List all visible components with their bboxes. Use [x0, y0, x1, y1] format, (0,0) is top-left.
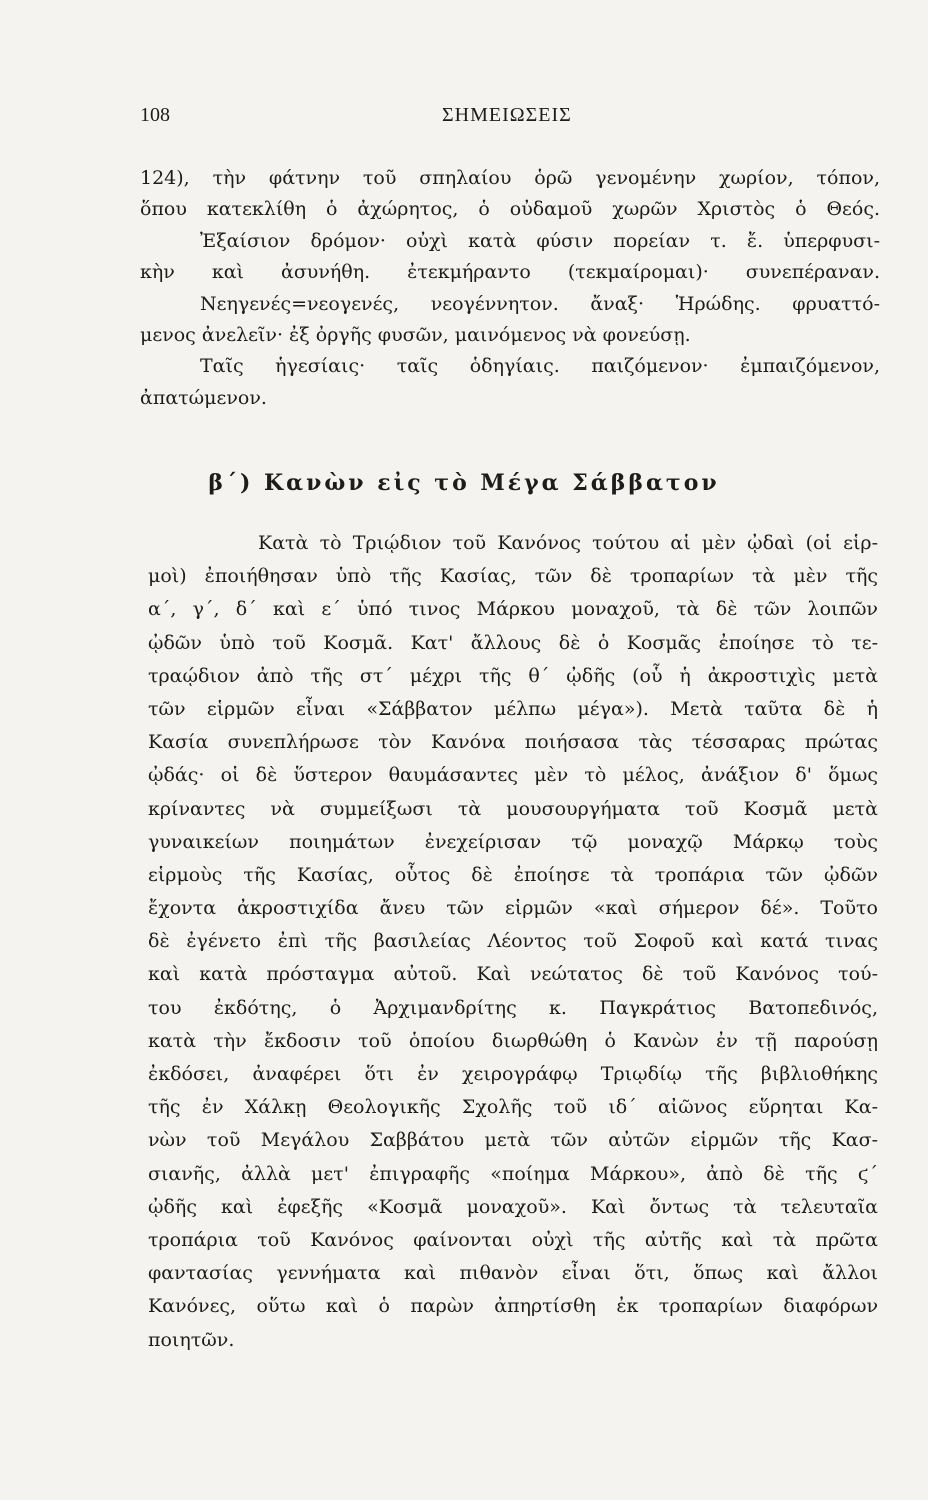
body-line: του ἐκδότης, ὁ Ἀρχιμανδρίτης κ. Παγκράτιος Βατοπεδινός, — [148, 996, 878, 1019]
body-line: κατὰ τὴν ἔκδοσιν τοῦ ὁποίου διωρθώθη ὁ Κανὼν ἐν τῇ παρούσῃ — [148, 1029, 878, 1052]
body-line: ἐκδόσει, ἀναφέρει ὅτι ἐν χειρογράφῳ Τριῳδίῳ τῆς βιβλιοθήκης — [148, 1063, 878, 1085]
body-line: εἱρμοὺς τῆς Κασίας, οὗτος δὲ ἐποίησε τὰ τροπάρια τῶν ᾠδῶν — [148, 863, 878, 886]
body-line: Κασία συνεπλήρωσε τὸν Κανόνα ποιήσασα τὰς τέσσαρας πρώτας — [148, 731, 878, 754]
body-line: ἔχοντα ἀκροστιχίδα ἄνευ τῶν εἱρμῶν «καὶ σήμερον δέ». Τοῦτο — [148, 897, 878, 920]
body-line: Κατὰ τὸ Τριῴδιον τοῦ Κανόνος τούτου αἱ μὲν ᾠδαὶ (οἱ εἱρ- — [258, 532, 878, 554]
running-header — [140, 104, 860, 134]
notes-line: Ἐξαίσιον δρόμον· οὐχὶ κατὰ φύσιν πορείαν τ. ἔ. ὑπερφυσι- — [200, 229, 880, 252]
body-line: φαντασίας γεννήματα καὶ πιθανὸν εἶναι ὅτι, ὅπως καὶ ἄλλοι — [148, 1262, 878, 1285]
notes-line: ἀπατώμενον. — [140, 386, 267, 409]
body-line: τῶν εἱρμῶν εἶναι «Σάββατον μέλπω μέγα»). Μετὰ ταῦτα δὲ ἡ — [148, 697, 878, 720]
notes-line: μενος ἀνελεῖν· ἐξ ὀργῆς φυσῶν, μαινόμενος νὰ φονεύσῃ. — [140, 323, 691, 346]
body-line: α΄, γ΄, δ΄ καὶ ε΄ ὑπό τινος Μάρκου μοναχοῦ, τὰ δὲ τῶν λοιπῶν — [148, 598, 878, 621]
page-number: 108 — [140, 104, 170, 126]
body-line: καὶ κατὰ πρόσταγμα αὐτοῦ. Καὶ νεώτατος δὲ τοῦ Κανόνος τού- — [148, 963, 878, 986]
running-title: ΣΗΜΕΙΩΣΕΙΣ — [442, 104, 572, 126]
notes-line: Νεηγενές=νεογενές, νεογέννητον. ἄναξ· Ἡρώδης. φρυαττό- — [200, 292, 880, 315]
body-line: ᾠδῶν ὑπὸ τοῦ Κοσμᾶ. Κατ' ἄλλους δὲ ὁ Κοσμᾶς ἐποίησε τὸ τε- — [148, 631, 878, 654]
notes-paragraph — [140, 163, 880, 414]
body-line: Κανόνες, οὕτω καὶ ὁ παρὼν ἀπηρτίσθη ἐκ τροπαρίων διαφόρων — [148, 1295, 878, 1318]
section-heading: β΄) Κανὼν εἰς τὸ Μέγα Σάββατον — [208, 470, 720, 496]
body-line: τροπάρια τοῦ Κανόνος φαίνονται οὐχὶ τῆς αὐτῆς καὶ τὰ πρῶτα — [148, 1228, 878, 1251]
body-line: κρίναντες νὰ συμμείξωσι τὰ μουσουργήματα τοῦ Κοσμᾶ μετὰ — [148, 797, 878, 820]
body-line: τῆς ἐν Χάλκῃ Θεολογικῆς Σχολῆς τοῦ ιδ΄ αἰῶνος εὕρηται Κα- — [148, 1096, 878, 1119]
body-line: ᾠδῆς καὶ ἐφεξῆς «Κοσμᾶ μοναχοῦ». Καὶ ὄντως τὰ τελευταῖα — [148, 1195, 878, 1218]
body-line: μοὶ) ἐποιήθησαν ὑπὸ τῆς Κασίας, τῶν δὲ τροπαρίων τὰ μὲν τῆς — [148, 565, 878, 588]
body-line: νὼν τοῦ Μεγάλου Σαββάτου μετὰ τῶν αὐτῶν εἱρμῶν τῆς Κασ- — [148, 1129, 878, 1152]
notes-line: Ταῖς ἡγεσίαις· ταῖς ὁδηγίαις. παιζόμενον· ἐμπαιζόμενον, — [200, 355, 880, 378]
notes-line: κὴν καὶ ἀσυνήθη. ἐτεκμήραντο (τεκμαίρομαι)· συνεπέραναν. — [140, 261, 880, 284]
notes-line: 124), τὴν φάτνην τοῦ σπηλαίου ὁρῶ γενομένην χωρίον, τόπον, — [140, 167, 880, 189]
body-paragraph — [148, 527, 878, 1357]
body-line: ᾠδάς· οἱ δὲ ὕστερον θαυμάσαντες μὲν τὸ μέλος, ἀνάξιον δ' ὅμως — [148, 764, 878, 787]
body-line: γυναικείων ποιημάτων ἐνεχείρισαν τῷ μοναχῷ Μάρκῳ τοὺς — [148, 830, 878, 853]
body-line: δὲ ἐγένετο ἐπὶ τῆς βασιλείας Λέοντος τοῦ Σοφοῦ καὶ κατά τινας — [148, 930, 878, 953]
notes-line: ὅπου κατεκλίθη ὁ ἀχώρητος, ὁ οὐδαμοῦ χωρῶν Χριστὸς ὁ Θεός. — [140, 198, 880, 221]
body-line: σιανῆς, ἀλλὰ μετ' ἐπιγραφῆς «ποίημα Μάρκου», ἀπὸ δὲ τῆς ϛ΄ — [148, 1162, 878, 1185]
body-line: τραῴδιον ἀπὸ τῆς στ΄ μέχρι τῆς θ΄ ᾠδῆς (οὗ ἡ ἀκροστιχὶς μετὰ — [148, 664, 878, 687]
body-line: ποιητῶν. — [148, 1328, 235, 1351]
